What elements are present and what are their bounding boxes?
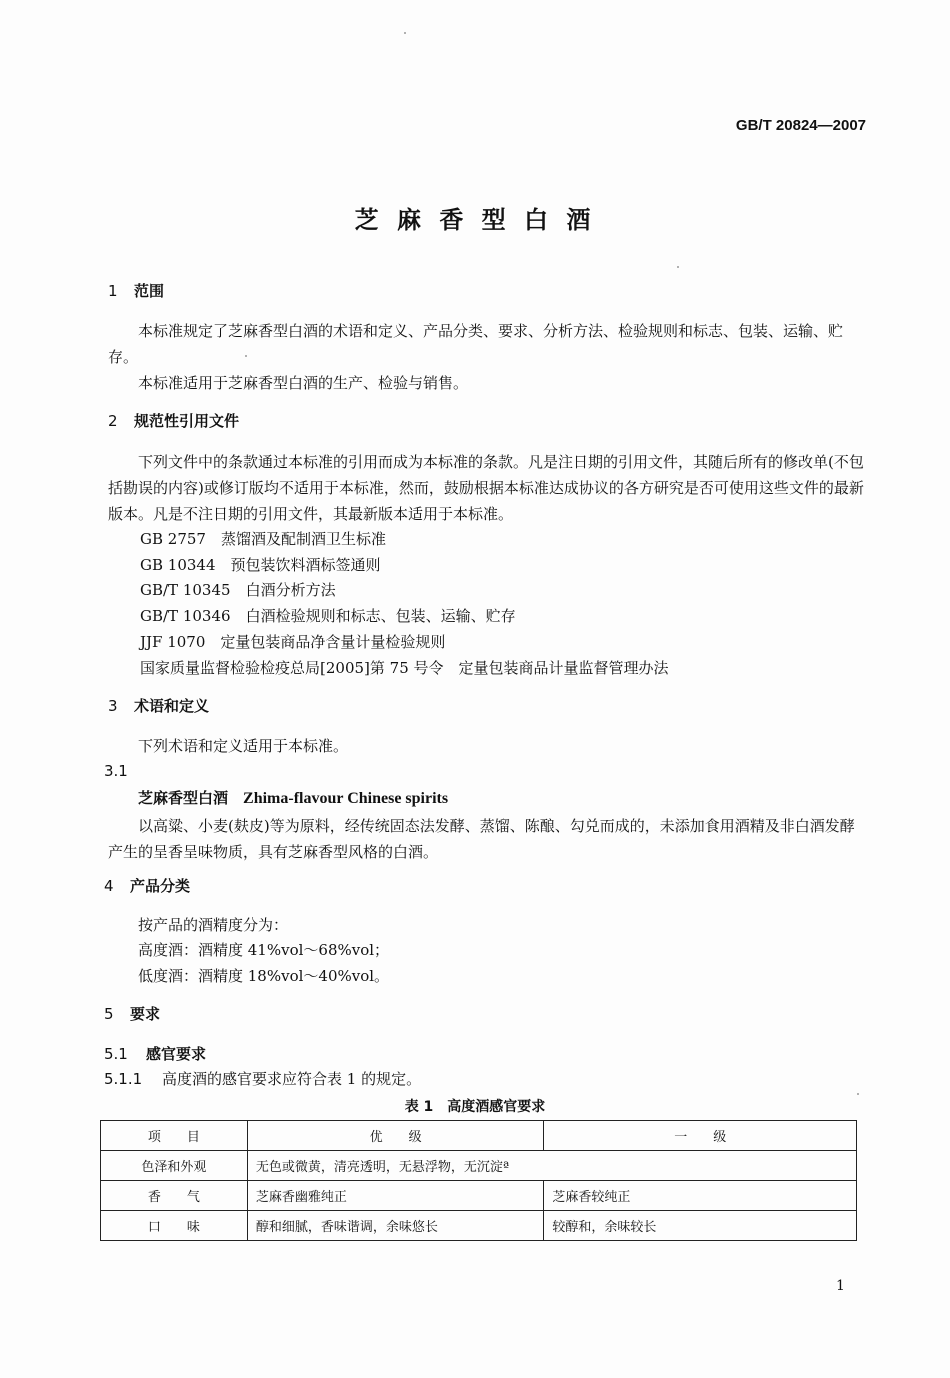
section-title: 范围 (134, 282, 165, 300)
terms-intro: 下列术语和定义适用于本标准。 (138, 737, 349, 755)
term-english: Zhima-flavour Chinese spirits (243, 790, 449, 807)
table-superior-cell: 芝麻香幽雅纯正 (247, 1181, 544, 1211)
document-title: 芝 麻 香 型 白 酒 (354, 205, 596, 234)
term-definition: 以高粱、小麦(麸皮)等为原料，经传统固态法发酵、蒸馏、陈酿、勾兑而成的，未添加食用酒精及非白酒发酵产生的呈香呈味物质，具有芝麻香型风格的白酒。 (108, 817, 855, 861)
scan-speck (677, 266, 679, 268)
subsection-5-1-heading (104, 1043, 206, 1064)
table-item-cell: 色泽和外观 (101, 1151, 248, 1181)
reference-title: 预包装饮料酒标签通则 (230, 556, 381, 574)
reference-code: GB 10344 (140, 556, 216, 574)
section-number: 5 (104, 1005, 114, 1023)
table-caption: 表 1 高度酒感官要求 (404, 1099, 546, 1115)
reference-title: 白酒分析方法 (245, 581, 336, 599)
reference-item (140, 629, 445, 655)
table-item-cell: 香 气 (101, 1181, 248, 1211)
scope-paragraph-1: 本标准规定了芝麻香型白酒的术语和定义、产品分类、要求、分析方法、检验规则和标志、包装、运输、贮存。 (108, 322, 844, 366)
section-number: 3 (108, 697, 118, 715)
term-entry (138, 785, 448, 812)
scope-paragraph-2: 本标准适用于芝麻香型白酒的生产、检验与销售。 (138, 374, 469, 392)
references-intro: 下列文件中的条款通过本标准的引用而成为本标准的条款。凡是注日期的引用文件，其随后所有的修改单(不包括勘误的内容)或修订版均不适用于本标准，然而，鼓励根据本标准达成协议的各方研究是否可使用这些文件的最新版本。凡是不注日期的引用文件，其最新版本适用于本标准。 (108, 453, 864, 523)
section-title: 规范性引用文件 (134, 412, 240, 430)
reference-code: GB 2757 (140, 530, 206, 548)
reference-code: 国家质量监督检验检疫总局[2005]第 75 号令 (140, 659, 444, 677)
section-1-heading (108, 280, 164, 301)
table-header-cell: 优 级 (247, 1121, 544, 1151)
reference-title: 定量包装商品计量监督管理办法 (458, 659, 669, 677)
section-4-heading (104, 875, 190, 896)
reference-item (140, 603, 516, 629)
table-header-cell: 项 目 (101, 1121, 248, 1151)
table-merged-cell: 无色或微黄，清亮透明，无悬浮物，无沉淀ª (247, 1151, 856, 1181)
table-first-grade-cell: 芝麻香较纯正 (544, 1181, 857, 1211)
subsection-number: 5.1 (104, 1045, 128, 1063)
section-title: 术语和定义 (134, 697, 210, 715)
classification-low: 低度酒：酒精度 18%vol～40%vol。 (138, 967, 390, 985)
table-superior-cell: 醇和细腻，香味谐调，余味悠长 (247, 1211, 544, 1241)
section-title: 要求 (130, 1005, 161, 1023)
subsection-number: 3.1 (104, 762, 128, 780)
section-2-heading (108, 410, 239, 431)
table-header-cell: 一 级 (544, 1121, 857, 1151)
term-chinese: 芝麻香型白酒 (138, 789, 229, 807)
clause-number: 5.1.1 (104, 1070, 143, 1088)
subsection-title: 感官要求 (146, 1045, 207, 1063)
scan-speck (857, 1093, 859, 1095)
reference-item (140, 577, 336, 603)
sensory-requirements-table (100, 1120, 857, 1241)
section-3-heading (108, 695, 209, 716)
reference-item (140, 526, 386, 552)
table-row (101, 1151, 857, 1181)
reference-title: 白酒检验规则和标志、包装、运输、贮存 (245, 607, 516, 625)
reference-code: JJF 1070 (140, 633, 206, 651)
section-number: 2 (108, 412, 118, 430)
clause-text: 高度酒的感官要求应符合表 1 的规定。 (162, 1070, 422, 1088)
scan-speck (245, 355, 247, 357)
reference-title: 蒸馏酒及配制酒卫生标准 (220, 530, 386, 548)
page-number: 1 (836, 1278, 845, 1294)
table-row (101, 1181, 857, 1211)
table-item-cell: 口 味 (101, 1211, 248, 1241)
table-row (101, 1211, 857, 1241)
scan-speck (404, 32, 406, 34)
table-header-row (101, 1121, 857, 1151)
section-number: 1 (108, 282, 118, 300)
reference-item (140, 552, 381, 578)
table-first-grade-cell: 较醇和，余味较长 (544, 1211, 857, 1241)
classification-intro: 按产品的酒精度分为： (138, 916, 289, 934)
reference-code: GB/T 10346 (140, 607, 231, 625)
reference-code: GB/T 10345 (140, 581, 231, 599)
section-5-heading (104, 1003, 160, 1024)
reference-item (140, 655, 669, 681)
section-title: 产品分类 (130, 877, 191, 895)
section-number: 4 (104, 877, 114, 895)
classification-high: 高度酒：酒精度 41%vol～68%vol； (138, 941, 390, 959)
standard-number: GB/T 20824—2007 (735, 117, 866, 134)
reference-title: 定量包装商品净含量计量检验规则 (220, 633, 446, 651)
clause-5-1-1 (104, 1066, 421, 1092)
